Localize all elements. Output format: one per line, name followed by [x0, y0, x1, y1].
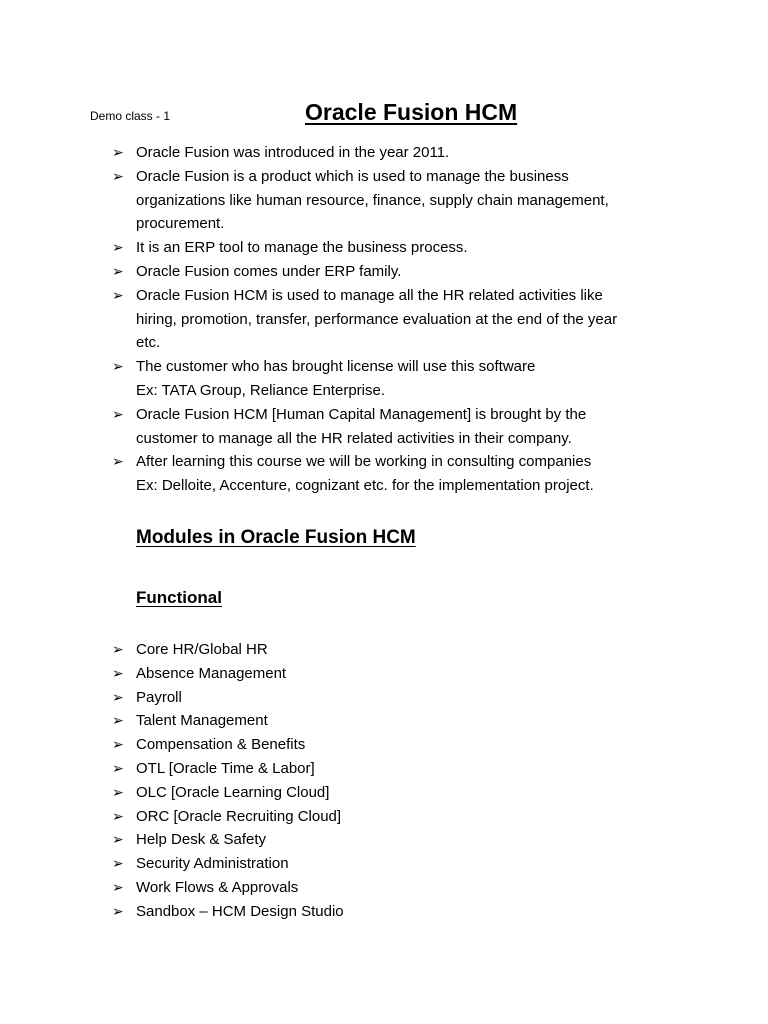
list-item — [112, 450, 672, 498]
list-item-text: etc. — [136, 334, 161, 352]
list-item — [112, 141, 672, 165]
list-item-text: organizations like human resource, finance, supply chain management, — [136, 191, 609, 209]
arrow-bullet-icon: ➢ — [112, 855, 124, 872]
module-item-text: Talent Management — [136, 712, 268, 730]
arrow-bullet-icon: ➢ — [112, 902, 124, 919]
list-item — [112, 236, 672, 260]
list-item — [112, 709, 672, 733]
list-item-text: After learning this course we will be working in consulting companies — [136, 453, 592, 471]
arrow-bullet-icon: ➢ — [112, 641, 124, 657]
intro-bullet-list — [112, 141, 672, 498]
list-item — [112, 876, 672, 900]
module-item-text: OLC [Oracle Learning Cloud] — [136, 783, 330, 801]
list-item — [112, 638, 672, 662]
list-item-text: Oracle Fusion is a product which is used to manage the business — [136, 167, 569, 185]
list-item-text: customer to manage all the HR related activities in their company. — [136, 429, 572, 447]
list-item — [112, 686, 672, 710]
list-item-text: Ex: TATA Group, Reliance Enterprise. — [136, 381, 385, 399]
functional-heading: Functional — [136, 588, 222, 607]
list-item — [112, 165, 672, 236]
list-item — [112, 828, 672, 852]
arrow-bullet-icon: ➢ — [112, 807, 124, 824]
module-item-text: Core HR/Global HR — [136, 641, 268, 658]
list-item — [112, 284, 672, 355]
list-item-text: The customer who has brought license will use this software — [136, 358, 536, 376]
list-item-text: Oracle Fusion HCM [Human Capital Management] is brought by the — [136, 405, 587, 423]
arrow-bullet-icon: ➢ — [112, 453, 124, 470]
list-item — [112, 781, 672, 805]
arrow-bullet-icon: ➢ — [112, 783, 124, 800]
modules-bullet-list — [112, 638, 672, 924]
arrow-bullet-icon: ➢ — [112, 144, 124, 160]
arrow-bullet-icon: ➢ — [112, 831, 124, 848]
module-item-text: Security Administration — [136, 855, 289, 873]
module-item-text: Compensation & Benefits — [136, 736, 306, 754]
module-item-text: ORC [Oracle Recruiting Cloud] — [136, 807, 342, 825]
arrow-bullet-icon: ➢ — [112, 286, 124, 303]
list-item — [112, 852, 672, 876]
list-item — [112, 900, 672, 924]
list-item-text: hiring, promotion, transfer, performance evaluation at the end of the year — [136, 310, 618, 328]
list-item — [112, 757, 672, 781]
list-item — [112, 260, 672, 284]
modules-heading: Modules in Oracle Fusion HCM — [136, 527, 416, 548]
arrow-bullet-icon: ➢ — [112, 664, 124, 681]
arrow-bullet-icon: ➢ — [112, 358, 124, 375]
module-item-text: Absence Management — [136, 664, 287, 682]
list-item-text: Ex: Delloite, Accenture, cognizant etc. for the implementation project. — [136, 477, 594, 495]
arrow-bullet-icon: ➢ — [112, 759, 124, 776]
module-item-text: Work Flows & Approvals — [136, 878, 299, 896]
page-title: Oracle Fusion HCM — [305, 99, 518, 125]
list-item — [112, 805, 672, 829]
demo-class-label: Demo class - 1 — [90, 109, 171, 123]
list-item — [112, 403, 672, 451]
module-item-text: Payroll — [136, 688, 182, 706]
arrow-bullet-icon: ➢ — [112, 239, 124, 256]
list-item — [112, 733, 672, 757]
arrow-bullet-icon: ➢ — [112, 736, 124, 753]
module-item-text: OTL [Oracle Time & Labor] — [136, 759, 315, 777]
list-item-text: Oracle Fusion comes under ERP family. — [136, 262, 402, 280]
list-item — [112, 662, 672, 686]
list-item-text: Oracle Fusion HCM is used to manage all the HR related activities like — [136, 286, 603, 304]
list-item-text: procurement. — [136, 215, 225, 233]
list-item-text: Oracle Fusion was introduced in the year 2011. — [136, 144, 450, 161]
arrow-bullet-icon: ➢ — [112, 878, 124, 895]
arrow-bullet-icon: ➢ — [112, 167, 124, 184]
arrow-bullet-icon: ➢ — [112, 405, 124, 422]
module-item-text: Sandbox – HCM Design Studio — [136, 902, 344, 920]
arrow-bullet-icon: ➢ — [112, 688, 124, 705]
list-item — [112, 355, 672, 403]
arrow-bullet-icon: ➢ — [112, 262, 124, 279]
module-item-text: Help Desk & Safety — [136, 831, 267, 849]
list-item-text: It is an ERP tool to manage the business process. — [136, 239, 468, 257]
arrow-bullet-icon: ➢ — [112, 712, 124, 729]
